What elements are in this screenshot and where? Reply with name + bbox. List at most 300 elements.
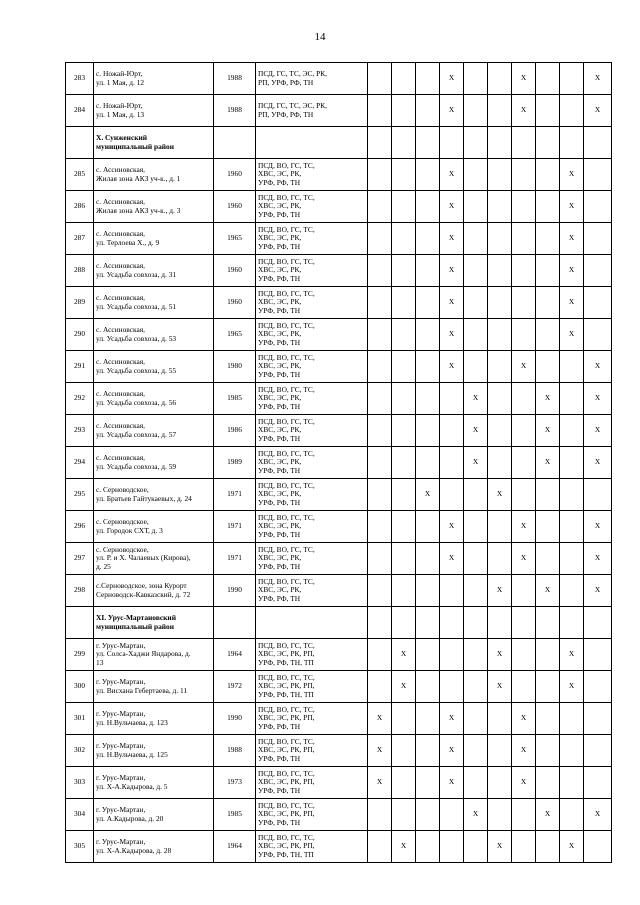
mark-cell: X: [584, 447, 612, 479]
mark-cell: X: [512, 511, 536, 543]
mark-cell: [392, 511, 416, 543]
empty-cell: [416, 607, 440, 639]
mark-cell: [392, 255, 416, 287]
mark-cell: X: [512, 351, 536, 383]
mark-cell: [368, 95, 392, 127]
mark-cell: [560, 95, 584, 127]
mark-cell: [368, 63, 392, 95]
mark-cell: [536, 95, 560, 127]
table-row: [66, 831, 612, 863]
mark-cell: X: [536, 575, 560, 607]
address-cell: [94, 447, 214, 479]
mark-cell: X: [416, 479, 440, 511]
mark-cell: [392, 479, 416, 511]
mark-cell: [488, 799, 512, 831]
table-row: [66, 255, 612, 287]
mark-cell: [392, 63, 416, 95]
address-line: ул. Х-А.Кадырова, д. 5: [96, 781, 168, 791]
mark-cell: [464, 767, 488, 799]
table-row: [66, 671, 612, 703]
address-line: с. Ассиновская,: [96, 357, 146, 367]
mark-cell: X: [440, 159, 464, 191]
empty-cell: [488, 127, 512, 159]
mark-cell: X: [560, 255, 584, 287]
mark-cell: [536, 703, 560, 735]
mark-cell: X: [560, 287, 584, 319]
address-line: с.Серноводское, зона Курорт: [96, 581, 187, 591]
mark-cell: [512, 383, 536, 415]
address-line: с. Ассиновская,: [96, 197, 146, 207]
mark-cell: [440, 447, 464, 479]
mark-cell: X: [368, 735, 392, 767]
mark-cell: [392, 95, 416, 127]
table-row: [66, 447, 612, 479]
mark-cell: [392, 223, 416, 255]
mark-cell: [536, 191, 560, 223]
address-line: ул. Усадьба совхоза, д. 55: [96, 365, 177, 375]
year-built: 1971: [214, 479, 256, 511]
mark-cell: X: [440, 511, 464, 543]
mark-cell: [368, 319, 392, 351]
address-line: г. Урус-Мартан,: [96, 741, 146, 751]
year-built: 1971: [214, 511, 256, 543]
mark-cell: X: [440, 191, 464, 223]
mark-cell: X: [512, 95, 536, 127]
table-row: [66, 63, 612, 95]
address-cell: [94, 511, 214, 543]
mark-cell: [368, 351, 392, 383]
mark-cell: [536, 223, 560, 255]
mark-cell: [584, 703, 612, 735]
mark-cell: [560, 511, 584, 543]
address-line: ул. Усадьба совхоза, д. 51: [96, 301, 177, 311]
section-header-row: [66, 127, 612, 159]
mark-cell: [560, 703, 584, 735]
mark-cell: [368, 479, 392, 511]
mark-cell: [440, 639, 464, 671]
year-built: 1980: [214, 351, 256, 383]
mark-cell: [488, 447, 512, 479]
address-line: ул. Х-А.Кадырова, д. 28: [96, 845, 172, 855]
address-cell: [94, 383, 214, 415]
row-number: 296: [66, 511, 94, 543]
address-cell: [94, 543, 214, 575]
mark-cell: X: [584, 351, 612, 383]
year-built: 1985: [214, 799, 256, 831]
mark-cell: [368, 383, 392, 415]
mark-cell: [416, 639, 440, 671]
mark-cell: X: [584, 95, 612, 127]
address-line: ул. Усадьба совхоза, д. 31: [96, 269, 177, 279]
address-line: с. Ассиновская,: [96, 229, 146, 239]
address-line: г. Урус-Мартан,: [96, 677, 146, 687]
empty-cell: [584, 127, 612, 159]
mark-cell: [488, 351, 512, 383]
section-number-cell: [66, 127, 94, 159]
mark-cell: X: [488, 575, 512, 607]
mark-cell: [584, 671, 612, 703]
works-list: ПСД, ВО, ГС, ТС, ХВС, ЭС, РК, РП, УРФ, РФ, ТН: [256, 703, 368, 735]
mark-cell: [584, 255, 612, 287]
table-row: [66, 735, 612, 767]
mark-cell: X: [464, 447, 488, 479]
mark-cell: X: [440, 735, 464, 767]
row-number: 298: [66, 575, 94, 607]
address-line: г. Урус-Мартан,: [96, 837, 146, 847]
mark-cell: [512, 287, 536, 319]
row-number: 290: [66, 319, 94, 351]
mark-cell: [560, 767, 584, 799]
mark-cell: [536, 671, 560, 703]
mark-cell: [560, 415, 584, 447]
mark-cell: [392, 447, 416, 479]
mark-cell: [392, 415, 416, 447]
row-number: 292: [66, 383, 94, 415]
mark-cell: [392, 735, 416, 767]
mark-cell: X: [440, 319, 464, 351]
mark-cell: [464, 95, 488, 127]
address-line: ул. Н.Вульчаева, д. 123: [96, 717, 168, 727]
address-cell: [94, 575, 214, 607]
mark-cell: [536, 287, 560, 319]
mark-cell: [392, 767, 416, 799]
mark-cell: [416, 383, 440, 415]
works-list: ПСД, ВО, ГС, ТС, ХВС, ЭС, РК, РП, УРФ, РФ, ТН: [256, 799, 368, 831]
address-cell: [94, 159, 214, 191]
works-list: ПСД, ВО, ГС, ТС, ХВС, ЭС, РК, УРФ, РФ, ТН: [256, 415, 368, 447]
year-built: 1988: [214, 735, 256, 767]
works-list: ПСД, ВО, ГС, ТС, ХВС, ЭС, РК, УРФ, РФ, ТН: [256, 287, 368, 319]
mark-cell: [464, 255, 488, 287]
year-built: 1990: [214, 703, 256, 735]
row-number: 286: [66, 191, 94, 223]
mark-cell: [416, 415, 440, 447]
address-line: с. Ассиновская,: [96, 293, 146, 303]
mark-cell: [536, 767, 560, 799]
empty-cell: [214, 607, 256, 639]
mark-cell: X: [560, 223, 584, 255]
mark-cell: X: [464, 799, 488, 831]
section-header-row: [66, 607, 612, 639]
address-line: ул. Р. и Х. Чалаевых (Кирова),: [96, 553, 191, 563]
table-row: [66, 223, 612, 255]
empty-cell: [536, 607, 560, 639]
address-cell: [94, 223, 214, 255]
row-number: 291: [66, 351, 94, 383]
section-title: X. Сунженский муниципальный район: [94, 127, 214, 159]
address-line: г. Урус-Мартан,: [96, 709, 146, 719]
mark-cell: [488, 543, 512, 575]
address-line: ул. Братьев Гайтукаевых, д. 24: [96, 493, 192, 503]
year-built: 1990: [214, 575, 256, 607]
row-number: 304: [66, 799, 94, 831]
mark-cell: [464, 543, 488, 575]
address-line: ул. Городок СХТ, д. 3: [96, 525, 163, 535]
row-number: 288: [66, 255, 94, 287]
mark-cell: [560, 383, 584, 415]
row-number: 294: [66, 447, 94, 479]
mark-cell: X: [584, 511, 612, 543]
year-built: 1964: [214, 831, 256, 863]
mark-cell: X: [536, 383, 560, 415]
mark-cell: [416, 95, 440, 127]
address-line: Жилая зона АКЗ уч-к., д. 1: [96, 173, 181, 183]
row-number: 303: [66, 767, 94, 799]
section-number-cell: [66, 607, 94, 639]
address-line: ул. Усадьба совхоза, д. 59: [96, 461, 177, 471]
mark-cell: [416, 799, 440, 831]
mark-cell: X: [536, 799, 560, 831]
mark-cell: [512, 671, 536, 703]
mark-cell: [416, 831, 440, 863]
mark-cell: [464, 223, 488, 255]
mark-cell: X: [536, 415, 560, 447]
address-line: ул. Н.Вульчаева, д. 125: [96, 749, 168, 759]
address-cell: [94, 703, 214, 735]
mark-cell: X: [440, 95, 464, 127]
mark-cell: X: [560, 831, 584, 863]
row-number: 295: [66, 479, 94, 511]
row-number: 283: [66, 63, 94, 95]
mark-cell: [536, 511, 560, 543]
mark-cell: [488, 255, 512, 287]
year-built: 1988: [214, 95, 256, 127]
empty-cell: [392, 127, 416, 159]
address-line: с. Ассиновская,: [96, 453, 146, 463]
mark-cell: [464, 287, 488, 319]
address-cell: [94, 671, 214, 703]
mark-cell: [512, 799, 536, 831]
mark-cell: [560, 575, 584, 607]
mark-cell: [536, 351, 560, 383]
housing-register-table: [65, 62, 612, 863]
mark-cell: [488, 735, 512, 767]
mark-cell: X: [512, 735, 536, 767]
mark-cell: [560, 735, 584, 767]
mark-cell: [488, 383, 512, 415]
works-list: ПСД, ВО, ГС, ТС, ХВС, ЭС, РК, УРФ, РФ, ТН: [256, 575, 368, 607]
mark-cell: X: [584, 575, 612, 607]
mark-cell: [584, 735, 612, 767]
empty-cell: [440, 127, 464, 159]
mark-cell: [440, 799, 464, 831]
works-list: ПСД, ВО, ГС, ТС, ХВС, ЭС, РК, УРФ, РФ, ТН: [256, 319, 368, 351]
mark-cell: [392, 159, 416, 191]
mark-cell: [416, 63, 440, 95]
mark-cell: [488, 511, 512, 543]
mark-cell: [488, 191, 512, 223]
year-built: 1960: [214, 287, 256, 319]
mark-cell: [560, 479, 584, 511]
mark-cell: [368, 159, 392, 191]
mark-cell: [488, 287, 512, 319]
mark-cell: X: [464, 383, 488, 415]
table-row: [66, 479, 612, 511]
works-list: ПСД, ВО, ГС, ТС, ХВС, ЭС, РК, УРФ, РФ, ТН: [256, 383, 368, 415]
mark-cell: [440, 479, 464, 511]
address-line: с. Ножай-Юрт,: [96, 101, 143, 111]
page-number: 14: [314, 31, 326, 43]
mark-cell: [368, 511, 392, 543]
address-cell: [94, 287, 214, 319]
mark-cell: [392, 319, 416, 351]
mark-cell: X: [584, 383, 612, 415]
address-line: с. Ассиновская,: [96, 421, 146, 431]
year-built: 1985: [214, 383, 256, 415]
mark-cell: [464, 831, 488, 863]
mark-cell: X: [512, 767, 536, 799]
mark-cell: [416, 191, 440, 223]
mark-cell: [464, 639, 488, 671]
year-built: 1986: [214, 415, 256, 447]
mark-cell: [584, 639, 612, 671]
works-list: ПСД, ВО, ГС, ТС, ХВС, ЭС, РК, УРФ, РФ, ТН: [256, 511, 368, 543]
mark-cell: [416, 735, 440, 767]
mark-cell: [512, 159, 536, 191]
address-line: Жилая зона АКЗ уч-к., д. 3: [96, 205, 181, 215]
mark-cell: X: [392, 639, 416, 671]
mark-cell: [416, 159, 440, 191]
mark-cell: [464, 159, 488, 191]
row-number: 293: [66, 415, 94, 447]
mark-cell: X: [584, 63, 612, 95]
mark-cell: [512, 639, 536, 671]
mark-cell: [464, 735, 488, 767]
mark-cell: X: [512, 703, 536, 735]
year-built: 1973: [214, 767, 256, 799]
mark-cell: [464, 575, 488, 607]
table-row: [66, 703, 612, 735]
mark-cell: X: [560, 639, 584, 671]
mark-cell: [368, 447, 392, 479]
address-line: Серноводск-Кавказский, д. 72: [96, 589, 191, 599]
year-built: 1971: [214, 543, 256, 575]
works-list: ПСД, ВО, ГС, ТС, ХВС, ЭС, РК, УРФ, РФ, ТН: [256, 447, 368, 479]
row-number: 301: [66, 703, 94, 735]
year-built: 1960: [214, 159, 256, 191]
mark-cell: [416, 511, 440, 543]
row-number: 285: [66, 159, 94, 191]
address-cell: [94, 319, 214, 351]
mark-cell: X: [392, 831, 416, 863]
table-row: [66, 95, 612, 127]
mark-cell: X: [536, 447, 560, 479]
mark-cell: [464, 703, 488, 735]
address-cell: [94, 191, 214, 223]
mark-cell: X: [488, 479, 512, 511]
table-row: [66, 383, 612, 415]
mark-cell: [584, 191, 612, 223]
mark-cell: X: [488, 671, 512, 703]
mark-cell: X: [488, 639, 512, 671]
empty-cell: [214, 127, 256, 159]
mark-cell: X: [440, 543, 464, 575]
address-cell: [94, 735, 214, 767]
mark-cell: [512, 255, 536, 287]
row-number: 299: [66, 639, 94, 671]
mark-cell: [368, 543, 392, 575]
mark-cell: X: [440, 351, 464, 383]
address-line: ул. А.Кадырова, д. 20: [96, 813, 164, 823]
year-built: 1965: [214, 319, 256, 351]
mark-cell: [488, 63, 512, 95]
mark-cell: [392, 799, 416, 831]
mark-cell: [464, 479, 488, 511]
empty-cell: [464, 607, 488, 639]
works-list: ПСД, ВО, ГС, ТС, ХВС, ЭС, РК, УРФ, РФ, ТН: [256, 159, 368, 191]
table-row: [66, 415, 612, 447]
mark-cell: [512, 223, 536, 255]
mark-cell: [440, 575, 464, 607]
mark-cell: [512, 319, 536, 351]
row-number: 297: [66, 543, 94, 575]
row-number: 300: [66, 671, 94, 703]
row-number: 287: [66, 223, 94, 255]
mark-cell: [464, 511, 488, 543]
address-line: ул. Терлоева Х., д. 9: [96, 237, 160, 247]
mark-cell: [536, 159, 560, 191]
address-line: г. Урус-Мартан,: [96, 773, 146, 783]
mark-cell: [368, 223, 392, 255]
address-cell: [94, 799, 214, 831]
address-line: ул. Усадьба совхоза, д. 56: [96, 397, 177, 407]
mark-cell: [416, 319, 440, 351]
empty-cell: [512, 607, 536, 639]
mark-cell: [536, 255, 560, 287]
mark-cell: [440, 415, 464, 447]
address-line: с. Серноводское,: [96, 517, 149, 527]
mark-cell: [392, 287, 416, 319]
mark-cell: [392, 575, 416, 607]
mark-cell: [584, 831, 612, 863]
mark-cell: [416, 575, 440, 607]
mark-cell: [560, 63, 584, 95]
mark-cell: [488, 767, 512, 799]
year-built: 1965: [214, 223, 256, 255]
address-cell: [94, 255, 214, 287]
mark-cell: X: [512, 63, 536, 95]
mark-cell: X: [584, 415, 612, 447]
mark-cell: [536, 543, 560, 575]
address-cell: [94, 767, 214, 799]
address-line: с. Ассиновская,: [96, 389, 146, 399]
address-line: с. Серноводское,: [96, 544, 149, 554]
works-list: ПСД, ВО, ГС, ТС, ХВС, ЭС, РК, УРФ, РФ, ТН: [256, 543, 368, 575]
address-line: с. Ассиновская,: [96, 165, 146, 175]
table-row: [66, 319, 612, 351]
works-list: ПСД, ВО, ГС, ТС, ХВС, ЭС, РК, РП, УРФ, РФ, ТН: [256, 767, 368, 799]
mark-cell: [488, 159, 512, 191]
mark-cell: [368, 639, 392, 671]
mark-cell: X: [392, 671, 416, 703]
table-row: [66, 767, 612, 799]
mark-cell: [560, 351, 584, 383]
year-built: 1988: [214, 63, 256, 95]
address-cell: [94, 63, 214, 95]
mark-cell: X: [584, 799, 612, 831]
works-list: ПСД, ВО, ГС, ТС, ХВС, ЭС, РК, УРФ, РФ, ТН: [256, 223, 368, 255]
mark-cell: X: [440, 287, 464, 319]
mark-cell: X: [560, 319, 584, 351]
empty-cell: [256, 127, 368, 159]
works-list: ПСД, ВО, ГС, ТС, ХВС, ЭС, РК, РП, УРФ, РФ, ТН: [256, 735, 368, 767]
address-line: д. 25: [96, 561, 111, 571]
mark-cell: [584, 159, 612, 191]
empty-cell: [536, 127, 560, 159]
mark-cell: [392, 191, 416, 223]
mark-cell: [512, 479, 536, 511]
mark-cell: [416, 703, 440, 735]
